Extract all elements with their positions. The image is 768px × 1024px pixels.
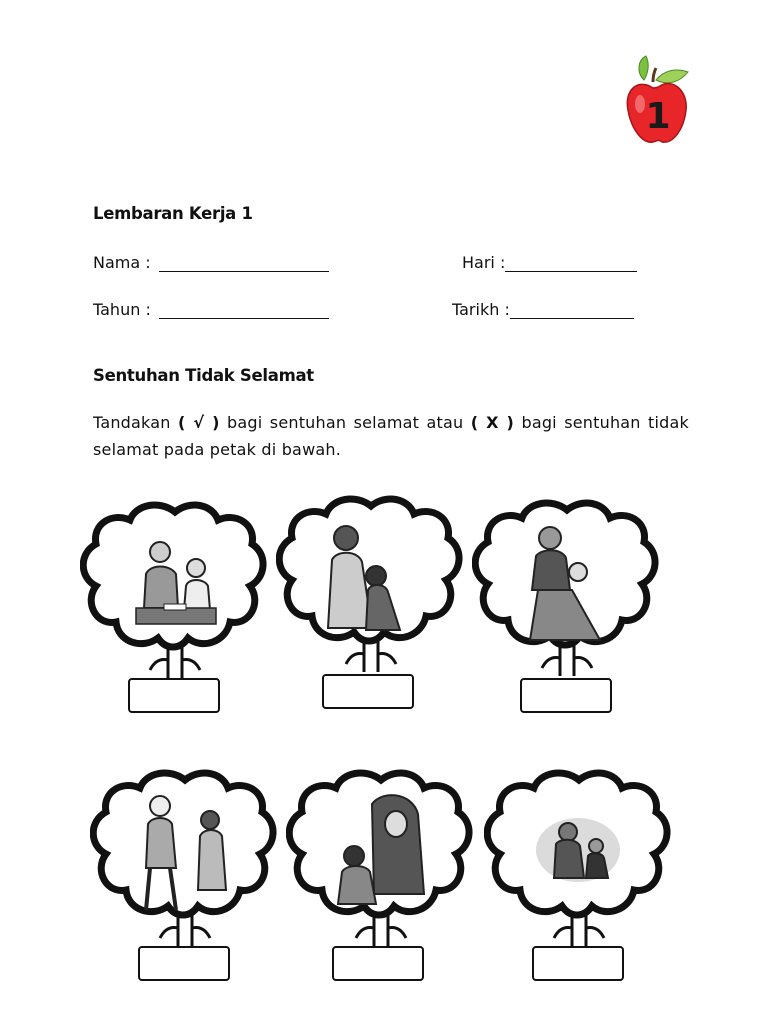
tarikh-line[interactable]	[510, 304, 634, 319]
answer-box-3[interactable]	[520, 678, 612, 713]
picture-card-6	[484, 760, 674, 990]
instruction-text	[93, 409, 689, 463]
picture-card-2	[276, 490, 466, 720]
instruction-part1: Tandakan	[93, 413, 171, 432]
adult-with-child-illustration	[536, 818, 620, 882]
teacher-helping-student-illustration	[134, 542, 218, 632]
tahun-line[interactable]	[159, 304, 329, 319]
nama-label: Nama :	[93, 253, 151, 272]
apple-icon	[620, 48, 700, 158]
answer-box-2[interactable]	[322, 674, 414, 709]
instruction-part3: bagi sentuhan tidak selamat pada petak di bawah.	[93, 413, 689, 459]
picture-card-5	[286, 760, 476, 990]
nama-field[interactable]	[93, 253, 329, 272]
hari-line[interactable]	[505, 257, 637, 272]
answer-box-6[interactable]	[532, 946, 624, 981]
section-title: Sentuhan Tidak Selamat	[93, 366, 314, 385]
nama-line[interactable]	[159, 257, 329, 272]
picture-card-4	[90, 760, 280, 990]
tahun-label: Tahun :	[93, 300, 151, 319]
badge-number: 1	[645, 96, 671, 137]
hari-label: Hari :	[462, 253, 506, 272]
apple-badge	[620, 48, 700, 158]
picture-card-1	[80, 490, 270, 720]
answer-box-5[interactable]	[332, 946, 424, 981]
picture-card-3	[472, 490, 662, 720]
cross-symbol: ( X )	[470, 413, 515, 432]
answer-box-1[interactable]	[128, 678, 220, 713]
instruction-part2: bagi sentuhan selamat atau	[227, 413, 464, 432]
worksheet-title: Lembaran Kerja 1	[93, 204, 253, 223]
hari-field[interactable]	[462, 253, 637, 272]
tahun-field[interactable]	[93, 300, 329, 319]
tarikh-label: Tarikh :	[452, 300, 510, 319]
answer-box-4[interactable]	[138, 946, 230, 981]
tarikh-field[interactable]	[452, 300, 634, 319]
tick-symbol: ( √ )	[177, 413, 220, 432]
